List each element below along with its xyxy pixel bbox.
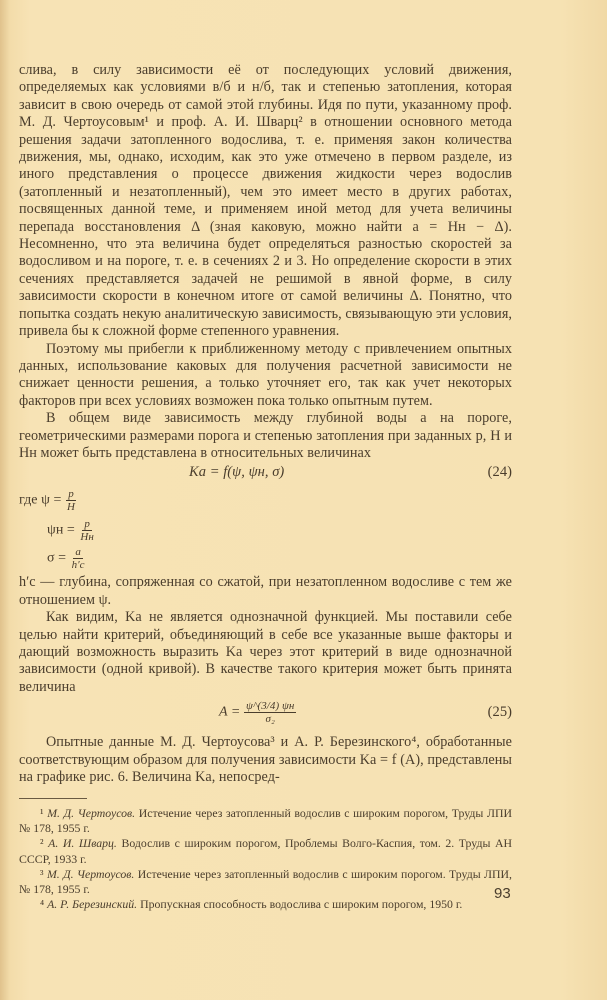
psi-n-lhs: ψн = (47, 523, 75, 539)
footnotes (19, 806, 512, 912)
paragraph-6: Опытные данные М. Д. Чертоусова³ и А. Р. Березинского⁴, обработанные соответствующим образом для получения зависимости Kа = f (A), представлены на графике рис. 6. Величина Kа, непосред- (19, 734, 512, 785)
equation-25 (19, 696, 512, 734)
paragraph-2: Поэтому мы прибегли к приближенному методу с привлечением опытных данных, использование каковых для получения расчетной зависимости не снижает ценности решения, а только уточняет его, так как учет некоторых факторов при всех условиях возможен пока только опытным путем. (19, 340, 512, 409)
definitions-block (19, 484, 512, 574)
psi-lhs: ψ = (41, 493, 62, 509)
psi-n-fraction: $\frac{p}{Hн}$ (80, 518, 94, 544)
paragraph-1: слива, в силу зависимости её от последующих условий движения, определяемых как условиями в/б и н/б, так и степенью затопления, которая зависит в свою очередь от самой этой глубины. Идя по пути, указанному проф. М. Д. Чертоусовым¹ и проф. А. И. Шварц² в отношении основного метода решения задачи затопленного водослива, т. е. применяя закон количества движения, мы, однако, исходим, как это уже отмечено в первом разделе, из иного представления о процессе движения жидкости через водослив (затопленный и незатопленный), чем это имеет место в других работах, посвященных данной теме, и применяем иной метод для учета величины перепада восстановления Δ (зная каковую, можно найти a = Hн − Δ). Несомненно, что эта величина будет определяться разностью скоростей за водосливом и на пороге, т. е. в сечениях 2 и 3. Но определение скорости в этих сечениях представляется задачей не решимой в явной форме, в силу зависимости скорости в конечном итоге от самой величины Δ. Понятно, что попытка создать некую аналитическую зависимость, связывающую эти условия, привела бы к сложной форме степенного уравнения. (19, 62, 512, 340)
equation-24 (19, 462, 512, 484)
definition-psi-n (47, 518, 96, 543)
footnote-1: ¹ М. Д. Чертоусов. Истечение через затопленный водослив с широким порогом, Труды ЛПИ № 178, 1955 г. (19, 806, 513, 836)
paragraph-4: h′c — глубина, сопряженная со сжатой, при незатопленном водосливе с тем же отношением ψ. (19, 574, 512, 608)
equation-24-number: (24) (487, 464, 512, 481)
paragraph-3: В общем виде зависимость между глубиной воды a на пороге, геометрическими размерами порога и степенью затопления при заданных p, H и Hн может быть представлена в относительных величинах (19, 410, 512, 461)
psi-fraction: $\frac{p}{H}$ (66, 488, 75, 514)
equation-25-number: (25) (487, 704, 512, 721)
footnote-3: ³ М. Д. Чертоусов. Истечение через затопленный водослив с широким порогом. Труды ЛПИ, № 178, 1955 г. (19, 866, 513, 897)
sigma-lhs: σ = (47, 551, 67, 567)
footnote-4: ⁴ А. Р. Березинский. Пропускная способность водослива с широким порогом, 1950 г. (40, 897, 463, 912)
footnote-divider (19, 798, 87, 799)
page-number: 93 (494, 885, 511, 902)
equation-25-formula: A = $\frac{\psi\^{}(3/4) \psi н}{\text{σ₂}}$ (219, 700, 295, 726)
footnote-author: А. Р. Березинский. (47, 897, 138, 912)
footnote-author: М. Д. Чертоусов. (46, 866, 135, 881)
footnote-author: М. Д. Чертоусов. (47, 806, 136, 820)
footnote-2: ² А. И. Шварц. Водослив с широким порогом, Проблемы Волго-Каспия, том. 2. Труды АН СССР, 1933 г. (19, 836, 512, 866)
definition-sigma (47, 546, 87, 571)
paragraph-5: Как видим, Kа не является однозначной функцией. Мы поставили себе целью найти критерий, объединяющий в себе все указанные выше факторы и дающий возможность выразить Kа через этот критерий в виде однозначной зависимости (одной кривой). В качестве такого критерия может быть принята величина (19, 609, 512, 695)
definitions-lead: где (19, 493, 38, 509)
sigma-fraction: $\frac{a}{h'c}$ (71, 546, 85, 572)
definition-psi (19, 488, 77, 513)
equation-24-formula: Kа = f(ψ, ψн, σ) (189, 464, 285, 481)
footnote-author: А. И. Шварц. (48, 836, 117, 851)
body-text (19, 62, 512, 786)
